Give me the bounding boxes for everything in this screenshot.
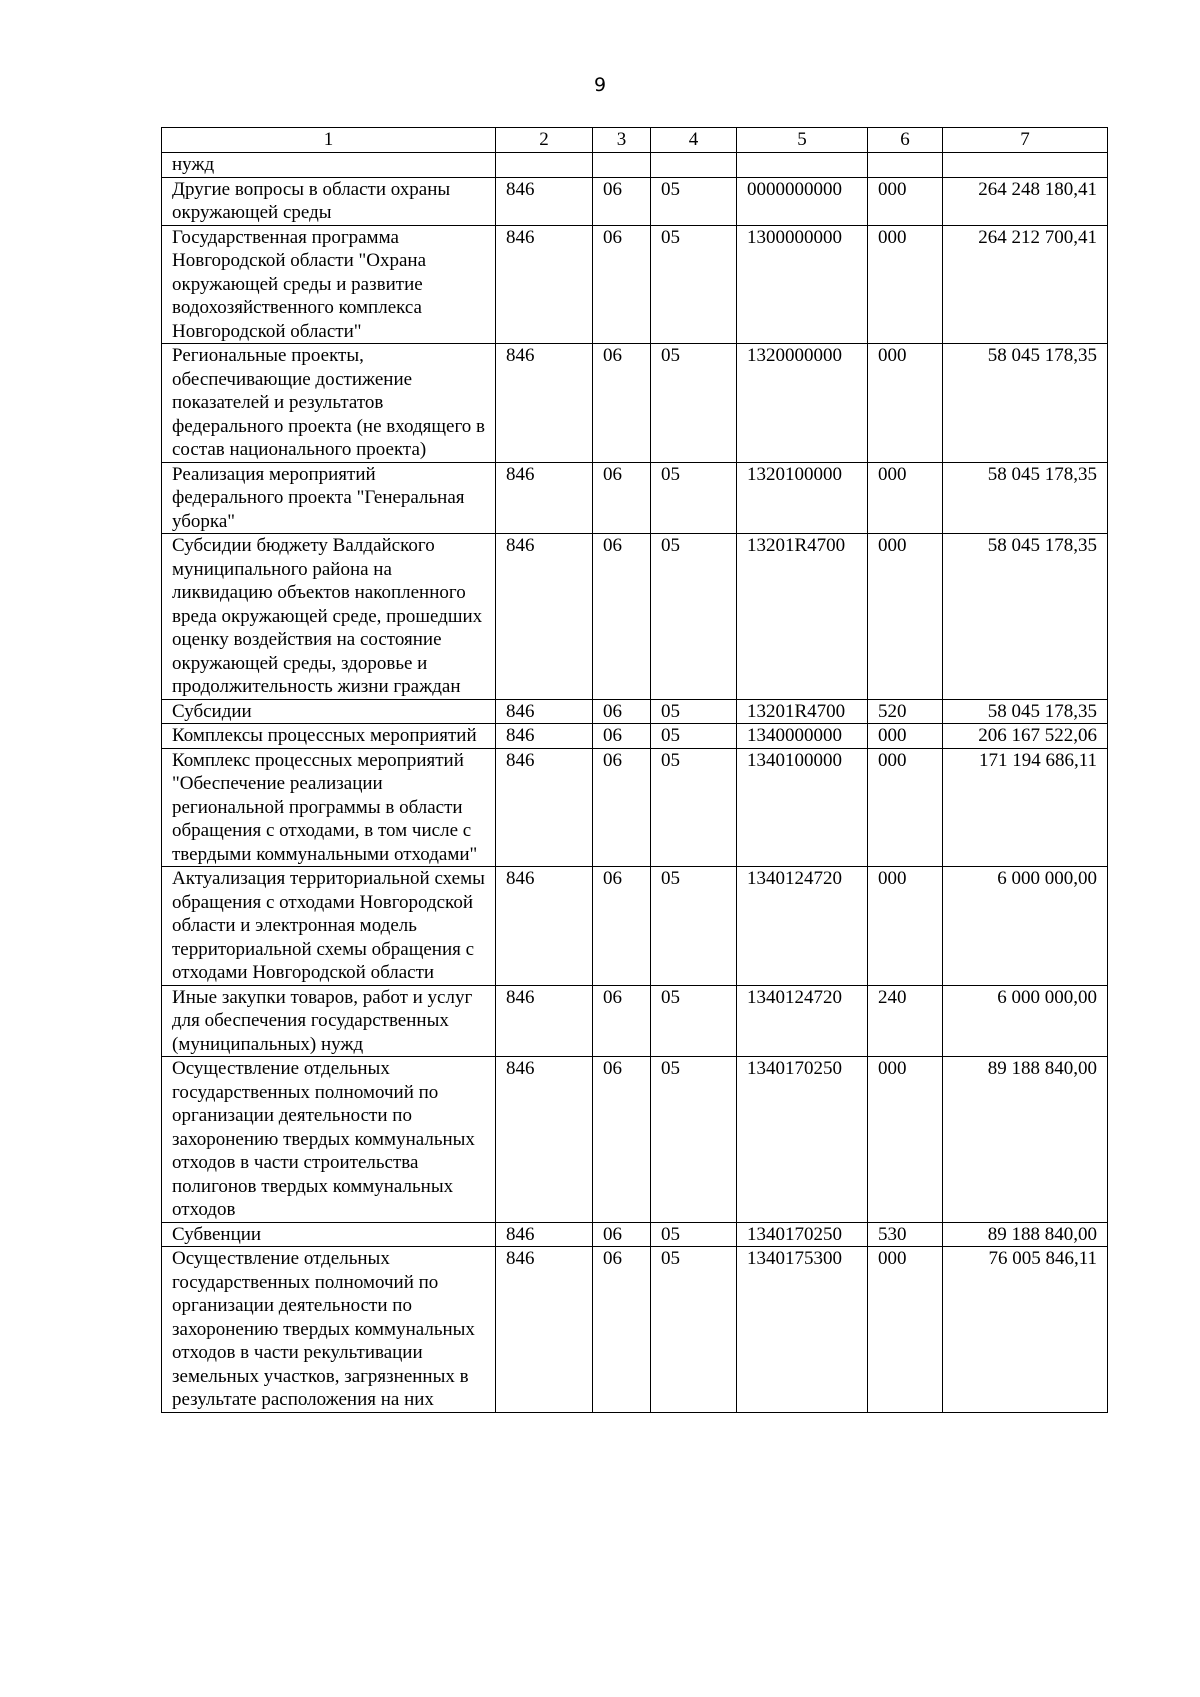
row-code-section: 06 xyxy=(593,985,651,1057)
row-amount: 6 000 000,00 xyxy=(943,867,1108,986)
row-code-target: 1340124720 xyxy=(737,985,868,1057)
row-code-section: 06 xyxy=(593,1057,651,1223)
row-code-subsection: 05 xyxy=(651,225,737,344)
row-amount: 58 045 178,35 xyxy=(943,534,1108,700)
row-amount xyxy=(943,153,1108,178)
row-code-subsection: 05 xyxy=(651,748,737,867)
row-code-ministry: 846 xyxy=(496,534,593,700)
table-row xyxy=(162,1057,1108,1223)
row-name: Иные закупки товаров, работ и услуг для обеспечения государственных (муниципальных) нужд xyxy=(162,985,496,1057)
row-code-section xyxy=(593,153,651,178)
row-code-subsection: 05 xyxy=(651,699,737,724)
row-amount: 206 167 522,06 xyxy=(943,724,1108,749)
row-code-subsection: 05 xyxy=(651,867,737,986)
row-code-expense-type xyxy=(868,153,943,178)
row-code-section: 06 xyxy=(593,1247,651,1413)
row-name: Осуществление отдельных государственных полномочий по организации деятельности по захоронению твердых коммунальных отходов в части рекультивации земельных участков, загрязненных в результате расположения на них xyxy=(162,1247,496,1413)
row-code-target: 1320100000 xyxy=(737,462,868,534)
table-row xyxy=(162,748,1108,867)
row-code-section: 06 xyxy=(593,225,651,344)
row-amount: 264 248 180,41 xyxy=(943,177,1108,225)
row-amount: 264 212 700,41 xyxy=(943,225,1108,344)
table-header-row xyxy=(162,128,1108,153)
row-code-subsection: 05 xyxy=(651,177,737,225)
row-amount: 58 045 178,35 xyxy=(943,344,1108,463)
row-code-subsection: 05 xyxy=(651,462,737,534)
row-name: Реализация мероприятий федерального проекта "Генеральная уборка" xyxy=(162,462,496,534)
header-col-2: 2 xyxy=(496,128,593,153)
row-code-subsection: 05 xyxy=(651,724,737,749)
table-row xyxy=(162,225,1108,344)
row-code-target: 1340175300 xyxy=(737,1247,868,1413)
row-code-target: 1300000000 xyxy=(737,225,868,344)
row-code-section: 06 xyxy=(593,534,651,700)
row-code-section: 06 xyxy=(593,1222,651,1247)
row-code-section: 06 xyxy=(593,344,651,463)
header-col-6: 6 xyxy=(868,128,943,153)
row-code-target: 13201R4700 xyxy=(737,699,868,724)
row-code-ministry: 846 xyxy=(496,985,593,1057)
header-col-1: 1 xyxy=(162,128,496,153)
row-code-target: 0000000000 xyxy=(737,177,868,225)
budget-table xyxy=(161,127,1108,1413)
row-code-subsection: 05 xyxy=(651,534,737,700)
row-code-ministry: 846 xyxy=(496,867,593,986)
row-name: Субсидии xyxy=(162,699,496,724)
table-row xyxy=(162,177,1108,225)
row-name: Субвенции xyxy=(162,1222,496,1247)
row-code-ministry: 846 xyxy=(496,225,593,344)
row-code-expense-type: 000 xyxy=(868,462,943,534)
row-name: Государственная программа Новгородской области "Охрана окружающей среды и развитие водохозяйственного комплекса Новгородской области" xyxy=(162,225,496,344)
row-code-ministry: 846 xyxy=(496,1057,593,1223)
header-col-7: 7 xyxy=(943,128,1108,153)
row-code-expense-type: 000 xyxy=(868,748,943,867)
row-amount: 89 188 840,00 xyxy=(943,1057,1108,1223)
row-amount: 58 045 178,35 xyxy=(943,699,1108,724)
row-code-section: 06 xyxy=(593,177,651,225)
table-row xyxy=(162,153,1108,178)
row-amount: 171 194 686,11 xyxy=(943,748,1108,867)
row-code-section: 06 xyxy=(593,867,651,986)
row-name: Другие вопросы в области охраны окружающей среды xyxy=(162,177,496,225)
row-code-expense-type: 000 xyxy=(868,1247,943,1413)
row-name: Региональные проекты, обеспечивающие достижение показателей и результатов федерального проекта (не входящего в состав национального проекта) xyxy=(162,344,496,463)
table-row xyxy=(162,699,1108,724)
row-code-target: 1340000000 xyxy=(737,724,868,749)
row-code-section: 06 xyxy=(593,748,651,867)
row-code-expense-type: 000 xyxy=(868,867,943,986)
row-code-expense-type: 520 xyxy=(868,699,943,724)
row-code-expense-type: 000 xyxy=(868,225,943,344)
row-code-subsection xyxy=(651,153,737,178)
row-name: Субсидии бюджету Валдайского муниципального района на ликвидацию объектов накопленного вреда окружающей среде, прошедших оценку воздействия на состояние окружающей среды, здоровье и продолжительность жизни граждан xyxy=(162,534,496,700)
header-col-4: 4 xyxy=(651,128,737,153)
row-code-expense-type: 530 xyxy=(868,1222,943,1247)
row-name: Актуализация территориальной схемы обращения с отходами Новгородской области и электронная модель территориальной схемы обращения с отходами Новгородской области xyxy=(162,867,496,986)
row-code-target: 13201R4700 xyxy=(737,534,868,700)
row-name: нужд xyxy=(162,153,496,178)
row-code-subsection: 05 xyxy=(651,344,737,463)
row-code-expense-type: 000 xyxy=(868,344,943,463)
row-code-expense-type: 000 xyxy=(868,1057,943,1223)
table-row xyxy=(162,1222,1108,1247)
row-code-subsection: 05 xyxy=(651,1247,737,1413)
table-row xyxy=(162,724,1108,749)
table-row xyxy=(162,985,1108,1057)
row-code-expense-type: 000 xyxy=(868,177,943,225)
row-code-section: 06 xyxy=(593,724,651,749)
row-code-ministry: 846 xyxy=(496,1247,593,1413)
row-code-expense-type: 000 xyxy=(868,724,943,749)
row-code-target xyxy=(737,153,868,178)
row-amount: 89 188 840,00 xyxy=(943,1222,1108,1247)
row-name: Комплексы процессных мероприятий xyxy=(162,724,496,749)
row-code-section: 06 xyxy=(593,462,651,534)
row-amount: 58 045 178,35 xyxy=(943,462,1108,534)
row-code-ministry: 846 xyxy=(496,699,593,724)
row-code-section: 06 xyxy=(593,699,651,724)
row-code-expense-type: 240 xyxy=(868,985,943,1057)
row-code-target: 1320000000 xyxy=(737,344,868,463)
row-code-expense-type: 000 xyxy=(868,534,943,700)
header-col-3: 3 xyxy=(593,128,651,153)
row-code-ministry: 846 xyxy=(496,344,593,463)
row-code-ministry: 846 xyxy=(496,724,593,749)
row-code-subsection: 05 xyxy=(651,985,737,1057)
row-code-ministry: 846 xyxy=(496,177,593,225)
row-name: Комплекс процессных мероприятий "Обеспечение реализации региональной программы в области обращения с отходами, в том числе с твердыми коммунальными отходами" xyxy=(162,748,496,867)
row-code-ministry: 846 xyxy=(496,748,593,867)
row-code-target: 1340100000 xyxy=(737,748,868,867)
header-col-5: 5 xyxy=(737,128,868,153)
row-amount: 6 000 000,00 xyxy=(943,985,1108,1057)
table-row xyxy=(162,534,1108,700)
row-code-ministry: 846 xyxy=(496,1222,593,1247)
row-name: Осуществление отдельных государственных полномочий по организации деятельности по захоронению твердых коммунальных отходов в части строительства полигонов твердых коммунальных отходов xyxy=(162,1057,496,1223)
row-code-ministry: 846 xyxy=(496,462,593,534)
row-code-target: 1340170250 xyxy=(737,1222,868,1247)
row-code-subsection: 05 xyxy=(651,1057,737,1223)
table-row xyxy=(162,462,1108,534)
table-row xyxy=(162,867,1108,986)
row-code-target: 1340170250 xyxy=(737,1057,868,1223)
row-code-ministry xyxy=(496,153,593,178)
table-row xyxy=(162,1247,1108,1413)
row-amount: 76 005 846,11 xyxy=(943,1247,1108,1413)
row-code-target: 1340124720 xyxy=(737,867,868,986)
page-number: 9 xyxy=(593,74,607,96)
table-row xyxy=(162,344,1108,463)
row-code-subsection: 05 xyxy=(651,1222,737,1247)
